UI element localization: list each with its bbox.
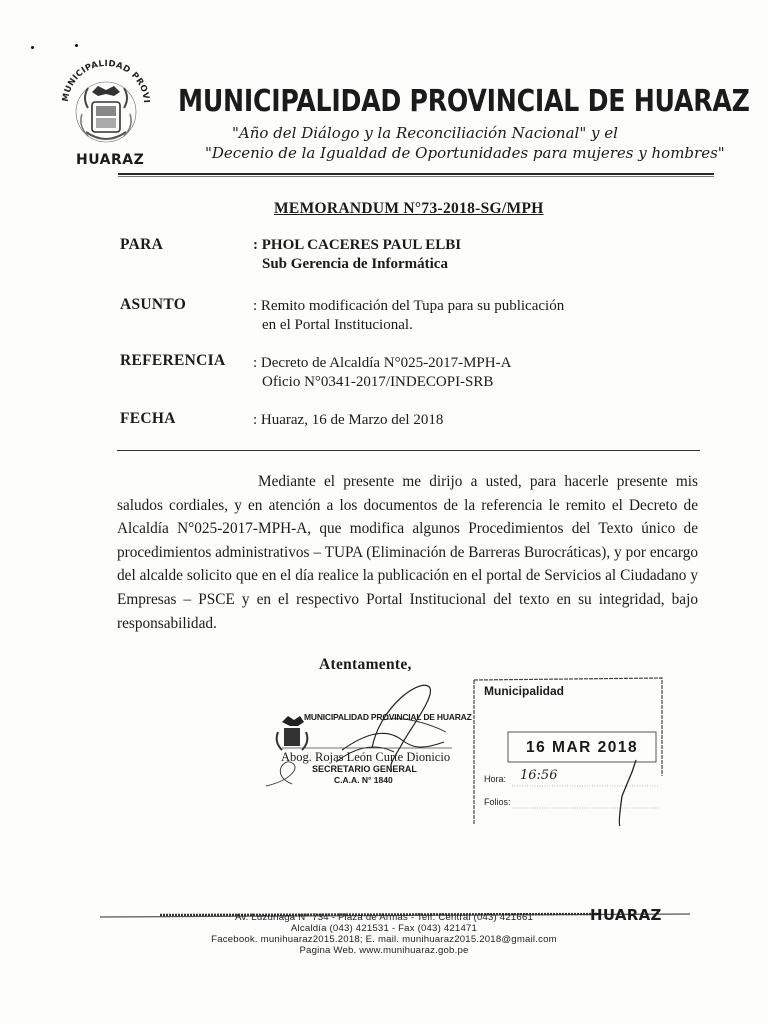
body-divider: [117, 450, 700, 451]
referencia-line-1: : Decreto de Alcaldía N°025-2017-MPH-A: [253, 355, 512, 371]
para-label: PARA: [120, 236, 164, 253]
hora-value: 16:56: [520, 768, 558, 783]
footer-phones: Alcaldía (043) 421531 - Fax (043) 421471: [290, 923, 478, 934]
motto-line-1: "Año del Diálogo y la Reconciliación Nacional" y el: [232, 124, 618, 142]
header-divider: [118, 172, 714, 178]
memo-title: MEMORANDUM N°73-2018-SG/MPH: [274, 200, 544, 217]
closing-salutation: Atentamente,: [319, 656, 412, 673]
signatory-role: SECRETARIO GENERAL: [312, 764, 417, 774]
footer-logo: HUARAZ: [590, 906, 662, 924]
svg-text:MUNICIPALIDAD PROVINCIAL DE: MUNICIPALIDAD PROVI: [60, 58, 152, 104]
body-text: Mediante el presente me dirijo a usted, para hacerle presente mis saludos cordiales, y en atención a los documentos de la referencia le remito el Decreto de Alcaldía N°025-2017-MPH-A, que modifica algunos Procedimientos del Texto único de procedimientos administrativos – TUPA (Eliminación de Barreras Burocráticas), y por encargo del alcalde solicito que en el día realice la publicación en el portal de Servicios al Ciudadano y Empresas – PSCE y en el respectivo Portal Institucional del texto en su integridad, bajo responsabilidad.: [117, 473, 698, 632]
organization-title: MUNICIPALIDAD PROVINCIAL DE HUARAZ: [178, 84, 750, 119]
referencia-line-2: Oficio N°0341-2017/INDECOPI-SRB: [262, 374, 494, 390]
para-department: Sub Gerencia de Informática: [262, 256, 448, 272]
asunto-value: [253, 297, 564, 335]
body-paragraph: [117, 470, 698, 635]
asunto-label: ASUNTO: [120, 296, 187, 313]
footer-website: Pagina Web. www.munihuaraz.gob.pe: [299, 945, 469, 956]
municipal-seal: [58, 52, 154, 152]
para-value: [253, 236, 461, 274]
fecha-value: : Huaraz, 16 de Marzo del 2018: [253, 412, 444, 428]
signature-stamp-org: MUNICIPALIDAD PROVINCIAL DE HUARAZ: [304, 712, 472, 722]
seal-city-label: HUARAZ: [76, 152, 145, 168]
footer-address: Av. Luzuriaga N° 734 - Plaza de Armas - Telf. Central (043) 421661: [234, 912, 534, 923]
reception-stamp-org: Municipalidad: [484, 684, 565, 698]
motto-line-2: "Decenio de la Igualdad de Oportunidades para mujeres y hombres": [205, 144, 725, 162]
fecha-label: FECHA: [120, 410, 176, 427]
signatory-registration: C.A.A. N° 1840: [334, 775, 393, 785]
asunto-line-1: : Remito modificación del Tupa para su publicación: [253, 298, 565, 314]
reception-date: 16 MAR 2018: [526, 739, 639, 756]
para-recipient: : PHOL CACERES PAUL ELBI: [253, 237, 462, 253]
referencia-value: [253, 354, 511, 392]
asunto-line-2: en el Portal Institucional.: [262, 317, 413, 333]
signatory-name: Abog. Rojas León Curte Dionicio: [281, 750, 451, 764]
footer-contact: Facebook. munihuaraz2015.2018; E. mail. munihuaraz2015.2018@gmail.com: [211, 934, 557, 945]
folios-label: Folios:: [484, 797, 511, 807]
hora-label: Hora:: [484, 774, 507, 784]
referencia-label: REFERENCIA: [120, 352, 226, 369]
stamp-crest-icon: [277, 716, 308, 750]
